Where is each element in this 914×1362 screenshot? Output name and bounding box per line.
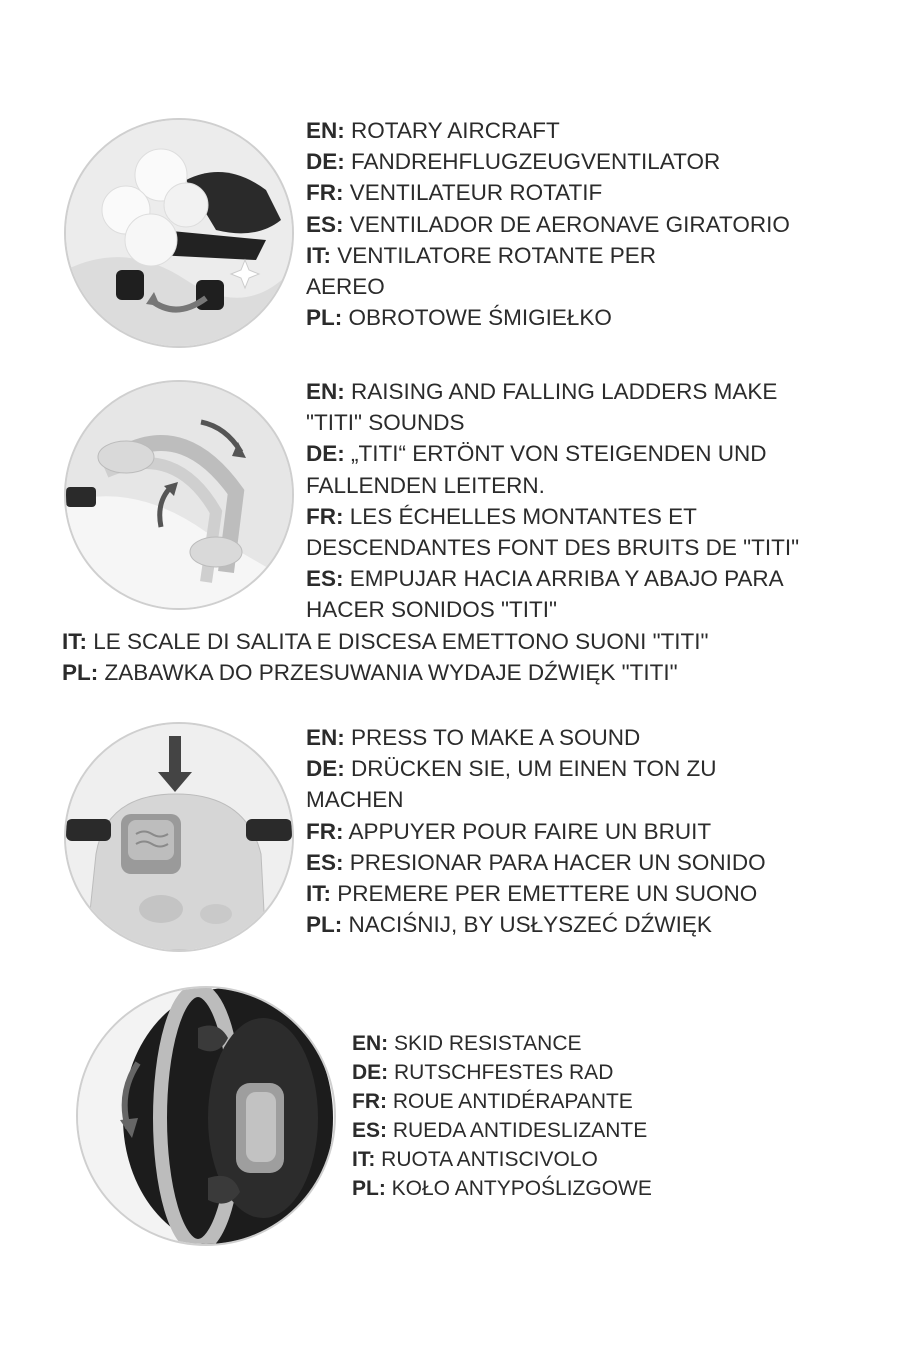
rotary-aircraft-text: EN: ROTARY AIRCRAFT DE: FANDREHFLUGZEUGVENTILATOR FR: VENTILATEUR ROTATIF ES: VENTILADOR DE AERONAVE GIRATORIO IT: VENTILATORE ROTANTE PER AEREO PL: OBROTOWE ŚMIGIEŁKO [306, 118, 790, 331]
press-button-photo [64, 722, 294, 952]
wheel-text: EN: SKID RESISTANCE DE: RUTSCHFESTES RAD FR: ROUE ANTIDÉRAPANTE ES: RUEDA ANTIDESLIZANTE IT: RUOTA ANTISCIVOLO PL: KOŁO ANTYPOŚLIZGOWE [352, 1032, 652, 1200]
rotary-aircraft-photo [64, 118, 294, 348]
wheel-photo [76, 986, 336, 1246]
ladders-text: EN: RAISING AND FALLING LADDERS MAKE "TITI" SOUNDS DE: „TITI“ ERTÖNT VON STEIGENDEN UND FALLENDEN LEITERN. FR: LES ÉCHELLES MONTANTES ET DESCENDANTES FONT DES BRUITS DE "TITI" ES: EMPUJAR HACIA ARRIBA Y ABAJO PARA HACER SONIDOS "TITI" [306, 379, 800, 623]
press-button-text: EN: PRESS TO MAKE A SOUND DE: DRÜCKEN SIE, UM EINEN TON ZU MACHEN FR: APPUYER POUR FAIRE UN BRUIT ES: PRESIONAR PARA HACER UN SONIDO IT: PREMERE PER EMETTERE UN SUONO PL: NACIŚNIJ, BY USŁYSZEĆ DŹWIĘK [306, 725, 766, 938]
ladders-photo [64, 380, 294, 610]
ladders-text-wide: IT: LE SCALE DI SALITA E DISCESA EMETTONO SUONI "TITI" PL: ZABAWKA DO PRZESUWANIA WYDAJE DŹWIĘK "TITI" [62, 629, 709, 686]
